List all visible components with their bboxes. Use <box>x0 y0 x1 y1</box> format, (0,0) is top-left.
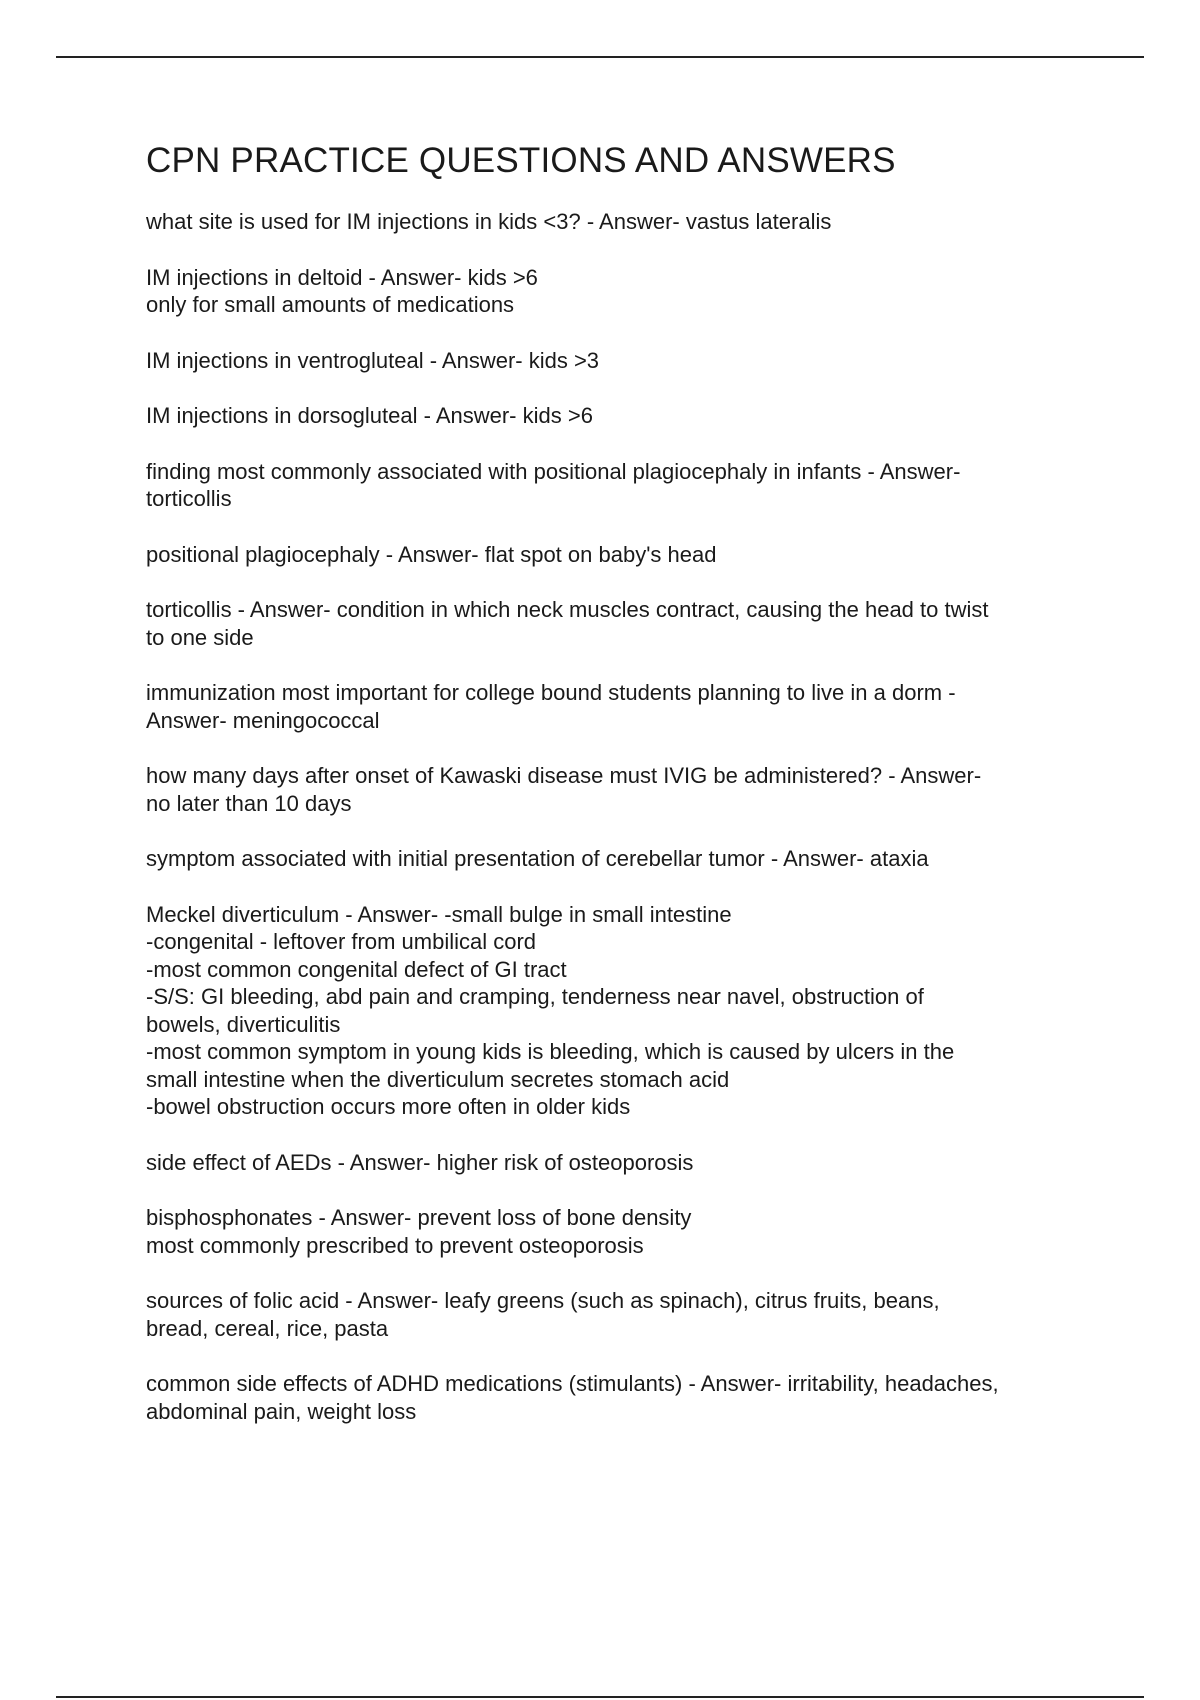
qa-item: side effect of AEDs - Answer- higher risk of osteoporosis <box>146 1149 694 1175</box>
document-body <box>146 140 1106 1453</box>
qa-item: finding most commonly associated with positional plagiocephaly in infants - Answer- torticollis <box>146 458 961 511</box>
footer-rule <box>56 1696 1144 1698</box>
qa-item: sources of folic acid - Answer- leafy greens (such as spinach), citrus fruits, beans, bread, cereal, rice, pasta <box>146 1288 940 1341</box>
qa-item: bisphosphonates - Answer- prevent loss of bone density most commonly prescribed to prevent osteoporosis <box>146 1205 692 1258</box>
qa-item: common side effects of ADHD medications (stimulants) - Answer- irritability, headaches, abdominal pain, weight loss <box>146 1371 999 1424</box>
qa-item: IM injections in ventrogluteal - Answer- kids >3 <box>146 347 600 373</box>
qa-list <box>146 208 1106 1425</box>
qa-item: how many days after onset of Kawaski disease must IVIG be administered? - Answer- no later than 10 days <box>146 763 982 816</box>
qa-item: torticollis - Answer- condition in which neck muscles contract, causing the head to twist to one side <box>146 597 989 650</box>
document-title: CPN PRACTICE QUESTIONS AND ANSWERS <box>146 141 896 180</box>
qa-item: IM injections in dorsogluteal - Answer- kids >6 <box>146 403 593 428</box>
header-rule <box>56 56 1144 58</box>
qa-item: symptom associated with initial presentation of cerebellar tumor - Answer- ataxia <box>146 846 929 871</box>
qa-item: IM injections in deltoid - Answer- kids >6 only for small amounts of medications <box>146 264 538 317</box>
qa-item: Meckel diverticulum - Answer- -small bulge in small intestine -congenital - leftover from umbilical cord -most common congenital defect of GI tract -S/S: GI bleeding, abd pain and cramping, tenderness near navel, obstruction of bowels, diverticulitis -most common symptom in young kids is bleeding, which is caused by ulcers in the small intestine when the diverticulum secretes stomach acid -bowel obstruction occurs more often in older kids <box>146 901 955 1119</box>
qa-item: what site is used for IM injections in kids <3? - Answer- vastus lateralis <box>146 209 832 234</box>
qa-item: positional plagiocephaly - Answer- flat spot on baby's head <box>146 541 717 567</box>
qa-item: immunization most important for college bound students planning to live in a dorm - Answer- meningococcal <box>146 680 956 733</box>
